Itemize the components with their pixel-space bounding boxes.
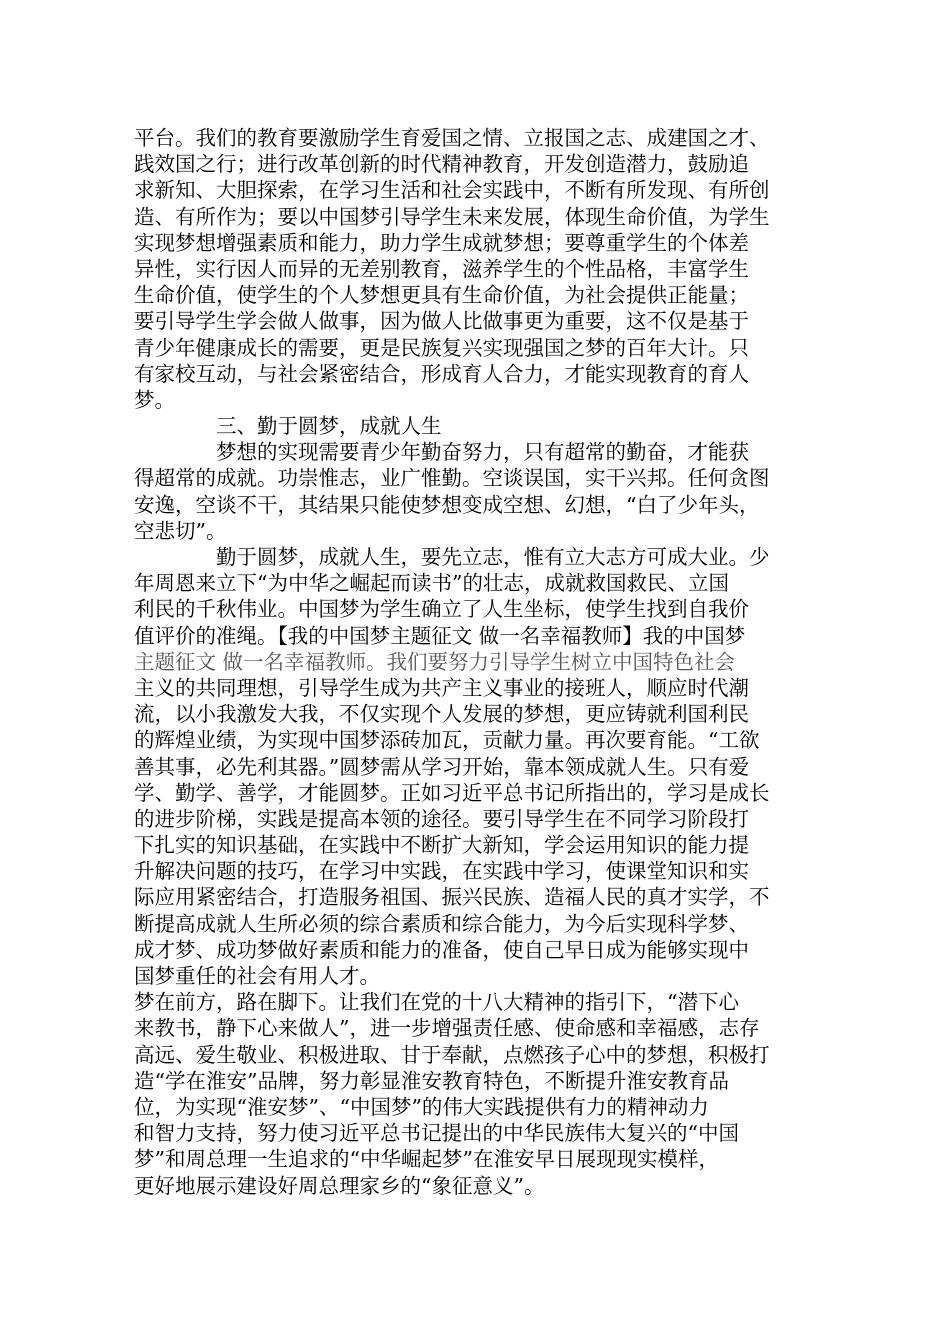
text-line: 梦在前方，路在脚下。让我们在党的十八大精神的指引下，“潜下心 [134, 990, 739, 1015]
text-line: 实现梦想增强素质和能力，助力学生成就梦想；要尊重学生的个体差 [134, 230, 749, 255]
text-line: 有家校互动，与社会紧密结合，形成育人合力，才能实现教育的育人 [134, 361, 749, 386]
text-line: 安逸，空谈不干，其结果只能使梦想变成空想、幻想，“白了少年头， [134, 492, 760, 517]
text-line: 流，以小我激发大我，不仅实现个人发展的梦想，更应铸就利国利民 [134, 702, 749, 727]
text-line: 成才梦、成功梦做好素质和能力的准备，使自己早日成为能够实现中 [134, 937, 749, 962]
text-line: 值评价的准绳。【我的中国梦主题征文 做一名幸福教师】我的中国梦 [134, 623, 746, 648]
text-line: 践效国之行；进行改革创新的时代精神教育，开发创造潜力，鼓励追 [134, 152, 749, 177]
text-line: 求新知、大胆探索，在学习生活和社会实践中，不断有所发现、有所创 [134, 178, 770, 203]
text-line: 年周恩来立下“为中华之崛起而读书”的壮志，成就救国救民、立国 [134, 571, 729, 596]
text-line: 断提高成就人生所必须的综合素质和综合能力，为今后实现科学梦、 [134, 911, 749, 936]
text-line: 梦想的实现需要青少年勤奋努力，只有超常的勤奋，才能获 [216, 440, 749, 465]
text-line: 主义的共同理想，引导学生成为共产主义事业的接班人，顺应时代潮 [134, 675, 749, 700]
text-line: 下扎实的知识基础，在实践中不断扩大新知，学会运用知识的能力提 [134, 833, 749, 858]
text-line: 造、有所作为；要以中国梦引导学生未来发展，体现生命价值，为学生 [134, 204, 770, 229]
text-line: 高远、爱生敬业、积极进取、甘于奉献，点燃孩子心中的梦想，积极打 [134, 1042, 770, 1067]
paragraph-1 [134, 125, 820, 413]
text-line: 升解决问题的技巧，在学习中实践，在实践中学习，使课堂知识和实 [134, 859, 749, 884]
text-line: 际应用紧密结合，打造服务祖国、振兴民族、造福人民的真才实学，不 [134, 885, 770, 910]
text-line: 要引导学生学会做人做事，因为做人比做事更为重要，这不仅是基于 [134, 309, 749, 334]
text-line: 利民的千秋伟业。中国梦为学生确立了人生坐标，使学生找到自我价 [134, 597, 749, 622]
text-line: 善其事，必先利其器。”圆梦需从学习开始，靠本领成就人生。只有爱 [134, 754, 750, 779]
text-line: 青少年健康成长的需要，更是民族复兴实现强国之梦的百年大计。只 [134, 335, 749, 360]
text-line: 勤于圆梦，成就人生，要先立志，惟有立大志方可成大业。少 [216, 545, 770, 569]
text-line: 和智力支持，努力使习近平总书记提出的中华民族伟大复兴的“中国 [134, 1121, 739, 1146]
text-line: 的进步阶梯，实践是提高本领的途径。要引导学生在不同学习阶段打 [134, 806, 749, 831]
text-line: 更好地展示建设好周总理家乡的“象征意义”。 [134, 1173, 545, 1198]
text-line: 国梦重任的社会有用人才。 [134, 964, 380, 988]
paragraph-3 [134, 544, 820, 989]
text-line: 主题征文 做一名幸福教师。我们要努力引导学生树立中国特色社会 [134, 649, 736, 674]
text-line: 生命价值，使学生的个人梦想更具有生命价值，为社会提供正能量； [134, 283, 749, 308]
paragraph-2 [134, 439, 820, 544]
text-line: 造“学在淮安”品牌，努力彰显淮安教育特色，不断提升淮安教育品 [134, 1068, 729, 1093]
text-line: 异性，实行因人而异的无差别教育，滋养学生的个性品格，丰富学生 [134, 256, 749, 281]
paragraph-4 [134, 989, 820, 1199]
text-line: 的辉煌业绩，为实现中国梦添砖加瓦，贡献力量。再次要育能。“工欲 [134, 728, 760, 753]
text-line: 来教书，静下心来做人”，进一步增强责任感、使命感和幸福感，志存 [134, 1016, 760, 1041]
text-line: 梦”和周总理一生追求的“中华崛起梦”在淮安早日展现现实模样， [134, 1147, 719, 1172]
text-line: 位，为实现“淮安梦”、“中国梦”的伟大实践提供有力的精神动力 [134, 1094, 709, 1119]
text-line: 学、勤学、善学，才能圆梦。正如习近平总书记所指出的，学习是成长 [134, 780, 770, 805]
document-body [134, 125, 820, 1199]
section-heading: 三、勤于圆梦，成就人生 [216, 414, 442, 439]
text-line: 得超常的成就。功崇惟志，业广惟勤。空谈误国，实干兴邦。任何贪图 [134, 466, 770, 491]
text-line: 空悲切”。 [134, 518, 227, 543]
text-line: 梦。 [134, 387, 175, 412]
text-line: 平台。我们的教育要激励学生育爱国之情、立报国之志、成建国之才、 [134, 126, 770, 150]
